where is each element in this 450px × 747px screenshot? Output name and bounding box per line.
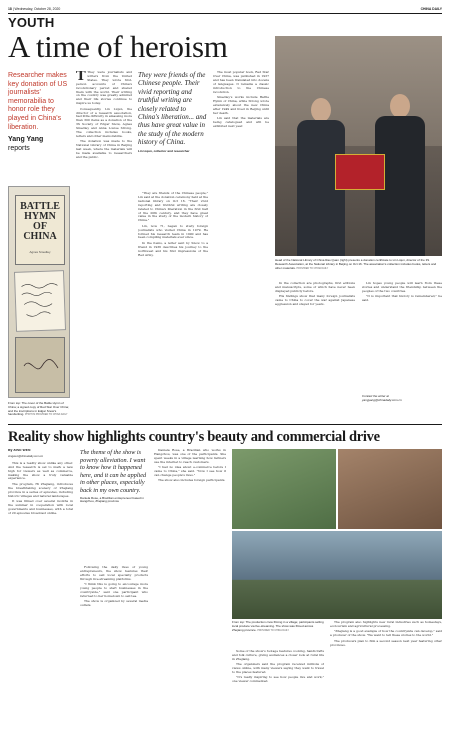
story1-col5-p1: Lin hopes young people will learn from these stories and understand the friendship between the peoples of the two countries. (362, 282, 442, 293)
story2-col2-p3: The show is organized by several media outlets. (80, 599, 148, 608)
story2-photo-top-right (338, 449, 442, 529)
handwriting-marks (15, 271, 67, 333)
story2-col5 (330, 621, 442, 742)
story2-email: xingwen@chinadaily.com.cn (8, 453, 44, 458)
story2-photo-caption-text: From top: The production crew filming in a village; participants selling local produce via live-streaming. The show was filmed across Zhejiang province. (232, 620, 324, 632)
book-author: Agnes Smedley (29, 250, 51, 254)
contact-email-link[interactable]: yangyang@chinadaily.com.cn (362, 397, 402, 402)
story2-col5-p1: The program also highlights new rural industries such as homestays, ecotourism and agricultural processing. (330, 621, 442, 628)
brand-name: CHINA DAILY (420, 6, 442, 11)
story2-col4-p2: The organizers said the program received millions of views online, with many viewers saying they want to travel to the places featured. (232, 662, 324, 675)
story2-col1 (8, 449, 73, 741)
story2-col1-p2: The program, Hi Zhejiang, introduces the breathtaking scenery of Zhejiang province in a series of episodes, including historic villages and natural landscapes. (8, 481, 73, 498)
story1-col1 (76, 71, 132, 419)
book-cover (15, 195, 65, 265)
story2-col4-p3: "It's really inspiring to see how people live and work," one viewer commented. (232, 675, 324, 684)
story-divider (8, 424, 442, 425)
story2-photo-top (232, 449, 336, 529)
section-label: YOUTH (8, 15, 55, 30)
story2-byline: By XING WEN (8, 449, 31, 452)
story2-photo-bottom (232, 531, 442, 619)
story1-col3 (213, 71, 269, 419)
story1-deck (8, 72, 70, 153)
caption-right (275, 259, 442, 270)
story1-col1-p2: Consequently, Lin Liqun, the director of a research association, had little difficulty in amassing more than 300 items as a donation of the 3S Society of Edgar Snow, Agnes Smedley and Anna Louise Strong. The collection includes books, letters and other memorabilia. (76, 106, 132, 138)
story1-col1-p3: The donation was made to the National Library of China in Beijing last week, where the materials will be made available to researchers and the public. (76, 139, 132, 160)
page-number: 18 (8, 6, 12, 11)
story1-col5 (362, 282, 442, 392)
header-rule (8, 13, 442, 14)
story2-col4-p1: Some of the show's footage features cooking, handicrafts and folk culture, giving audiences a closer look at rural life in Zhejiang. (232, 650, 324, 661)
drop-cap: T (76, 71, 86, 84)
story1-col2 (138, 192, 208, 418)
story2-col3 (154, 449, 226, 741)
story1-col4-p2: His findings show that many foreign journalists came to China to cover the war against Japanese aggression and stayed for years. (275, 294, 355, 307)
page-header (8, 5, 442, 12)
contact-box (362, 395, 442, 403)
story2-col1-p1: This is a reality show unlike any other. And the research is set to mark a new high for viewers as well as commerce, making the show a truly valuable experience. (8, 460, 73, 481)
contact-label: Contact the writer at (362, 394, 389, 398)
signed-copy (15, 337, 65, 393)
signature-mark (16, 338, 66, 394)
story1-col4-p1: In the collection are photographs, first editions and manuscripts, some of which have never been displayed publicly before. (275, 282, 355, 293)
header-date: Wednesday, October 28, 2020 (14, 6, 61, 11)
story1-col4 (275, 282, 355, 419)
story1-col1-p1: T They were journalists and writers from the United States. They wrote first-person accounts of China's revolutionary period and shared them with the world. Their writing on the country was greatly admired and their life stories continue to inspire us today. (76, 71, 132, 106)
deck-byline: Yang Yang (8, 136, 44, 144)
pull-quote-text: They were friends of the Chinese people. Their vivid reporting and truthful writing are closely related to China's liberation... and thus have great value in the study of the modern history of China. (138, 71, 207, 147)
story2-col5-p2: "Zhejiang is a good example of how the countryside can develop," said a producer of the show. "We want to tell these stories to the world." (330, 629, 442, 638)
story2-headline: Reality show highlights country's beauty and commercial drive (8, 429, 380, 445)
story1-col5-p2: "It is important that history is remembered," he said. (362, 294, 442, 303)
story2-pull-quote-attrib: Daniela Rose, a Brazilian entrepreneur based in Hangzhou, Zhejiang province (80, 495, 144, 504)
story2-col4 (232, 650, 324, 742)
inscription-page (14, 270, 66, 332)
header-left: 18 | Wednesday, October 28, 2020 (8, 6, 61, 11)
story2-pull-quote (80, 449, 148, 504)
story2-col3-p2: "I had no idea about e-commerce before I came to China," she said. "Now I see how it can change people's lives." (154, 465, 226, 477)
story1-col3-p3: Lin said that the materials are being catalogued and will be exhibited next year. (213, 115, 269, 128)
story1-col2-p2: Lin, now 71, began to study foreign journalists who visited China in 1979. He formed his research team in 1990 and has been compiling materials ever since. (138, 223, 208, 240)
ceremony-photo (275, 36, 442, 256)
story2-photo-caption-credit: PROVIDED TO CHINA DAILY (257, 628, 290, 632)
story2-col1-p3: It was filmed over several months in the summer in cooperation with local governments and businesses, with a total of 20 episodes broadcast online. (8, 498, 73, 515)
story2-col3-p1: Daniela Rose, a Brazilian who works in Hangzhou, was one of the participants. She spent weeks in a village learning how farmers use the internet to reach customers. (154, 449, 226, 464)
caption-left-text: From top: The cover of the Battle Hymn of China; a signed copy of Red Star Over China; and the inscriptions in Edgar Snow's handwriting. (8, 401, 69, 417)
story2-photo-caption (232, 621, 324, 632)
story1-headline: A time of heroism (8, 29, 228, 64)
story2-pull-quote-text: The theme of the show is poverty alleviation. I want to know how it happened here, and it can be applied in other places, especially back in my own country. (80, 449, 147, 494)
deck-byline-suffix: reports (8, 144, 30, 152)
book-title: BATTLE HYMN OF CHINA (20, 201, 60, 242)
book-photo (8, 186, 70, 398)
story2-col2-p2: "I think this is going to encourage more young people to start businesses in the countryside," said one participant who returned to her hometown to sell tea. (80, 582, 148, 598)
story1-col2-p3: In the items, a letter sent by Snow to a friend in 1936 describes his journey to the northwest and his first impressions of the Red Army. (138, 240, 208, 257)
pull-quote-attrib: Lin Liqun, collector and researcher (138, 148, 190, 153)
caption-right-text: Head of the National Library of China Rao Quan (right) presents a donation certificate to Lin Liqun, director of the 3S Research Association, at the National Library in Beijing on Oct 16. The association's collection includes books, letters and other materials. (275, 258, 437, 270)
story2-col5-p3: The producers plan to film a second season next year featuring other provinces. (330, 638, 442, 647)
story2-col2-p1: Following the daily lives of young entrepreneurs, the show features their efforts to sell local specialty products through live-streaming platforms. (80, 566, 148, 581)
caption-left (8, 402, 70, 417)
story2-col3-p3: The show also includes foreign participants. (158, 478, 226, 483)
story2-photos (232, 449, 442, 619)
story1-col2-p1: "They are friends of the Chinese people," Lin said at the donation ceremony held at the national library on Oct 16. "Their vivid reporting and truthful writing are closely related to China's liberation in the first half of the 20th century, and they have great value in the study of the modern history of China." (138, 192, 208, 223)
caption-left-credit: PHOTOS PROVIDED TO CHINA DAILY (25, 413, 68, 417)
caption-right-credit: PROVIDED TO CHINA DAILY (296, 266, 329, 270)
story1-col3-p1: The most popular book, Red Star Over China, was published in 1937 and has been translated into dozens of languages. It remains a classic introduction to the Chinese revolution. (213, 71, 269, 94)
deck-text: Researcher makes key donation of US journalists' memorabilia to honor role they played in China's liberation. (8, 72, 68, 131)
certificate (335, 154, 385, 190)
story1-pull-quote (138, 71, 208, 153)
story2-col2 (80, 566, 148, 742)
story1-col3-p2: Smedley's works include Battle Hymn of China, while Strong wrote extensively about the new China after 1949 and lived in Beijing until her death. (213, 94, 269, 115)
